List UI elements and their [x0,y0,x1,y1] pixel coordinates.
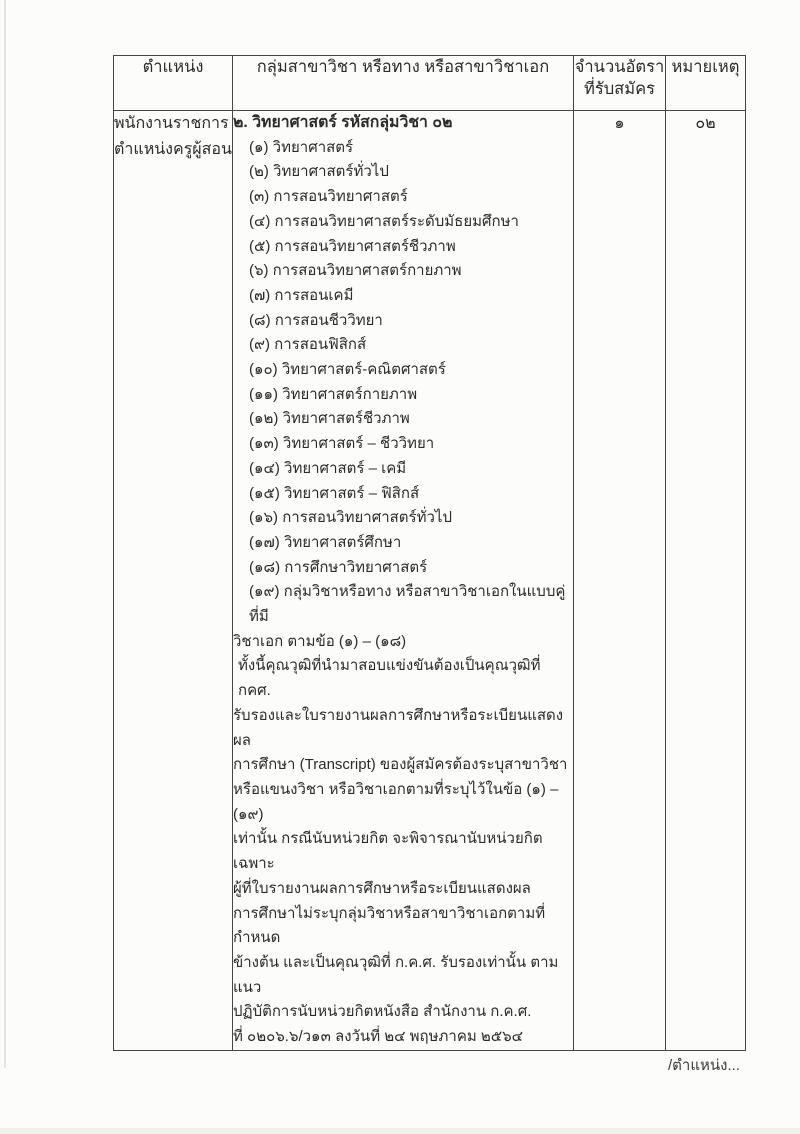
major-item: (๔) การสอนวิทยาศาสตร์ระดับมัธยมศึกษา [249,212,519,230]
table-row [114,111,746,1051]
note-line: ปฏิบัติการนับหน่วยกิตหนังสือ สำนักงาน ก.ค.ศ. [233,1003,532,1021]
major-item-19-line2: วิชาเอก ตามข้อ (๑) – (๑๘) [233,632,407,650]
note-line: เท่านั้น กรณีนับหน่วยกิต จะพิจารณานับหน่วยกิตเฉพาะ [233,830,543,873]
scan-shadow [0,1128,800,1134]
major-item: (๑๕) วิทยาศาสตร์ – ฟิสิกส์ [249,484,420,502]
major-item: (๘) การสอนชีววิทยา [249,311,383,329]
position-line2: ตำแหน่งครูผู้สอน [114,141,232,158]
remark-code-cell: ๐๒ [666,111,746,1051]
col-header-vacancies [574,56,666,111]
header-row [114,56,746,111]
major-item: (๑๐) วิทยาศาสตร์-คณิตศาสตร์ [249,361,446,379]
major-item: (๑๔) วิทยาศาสตร์ – เคมี [249,459,407,477]
major-item: (๙) การสอนฟิสิกส์ [249,336,367,354]
note-line: รับรองและใบรายงานผลการศึกษาหรือระเบียนแสดงผล [233,706,564,749]
col-header-position [114,56,233,111]
major-item: (๑) วิทยาศาสตร์ [249,138,354,156]
vacancy-table [113,55,746,1051]
major-list [233,136,573,581]
col-header-subject-group-label: กลุ่มสาขาวิชา หรือทาง หรือสาขาวิชาเอก [256,58,550,76]
note-line: ผู้ที่ใบรายงานผลการศึกษาหรือระเบียนแสดงผล [233,879,531,897]
major-item: (๑๓) วิทยาศาสตร์ – ชีววิทยา [249,435,435,453]
major-item: (๑๖) การสอนวิทยาศาสตร์ทั่วไป [249,509,452,527]
major-item: (๑๒) วิทยาศาสตร์ชีวภาพ [249,410,410,428]
major-item: (๑๘) การศึกษาวิทยาศาสตร์ [249,558,428,576]
major-item: (๑๗) วิทยาศาสตร์ศึกษา [249,533,402,551]
vacancy-count-cell: ๑ [574,111,666,1051]
continuation-note: /ตำแหน่ง... [668,1057,740,1074]
col-header-vacancies-line2: ที่รับสมัคร [583,80,656,98]
major-item: (๕) การสอนวิทยาศาสตร์ชีวภาพ [249,237,456,255]
major-item: (๖) การสอนวิทยาศาสตร์กายภาพ [249,262,462,280]
position-cell [114,111,233,1051]
note-line: ที่ ๐๒๐๖.๖/ว๑๓ ลงวันที่ ๒๔ พฤษภาคม ๒๕๖๔ [233,1028,524,1046]
major-item: (๓) การสอนวิทยาศาสตร์ [249,188,408,206]
col-header-vacancies-line1: จำนวนอัตรา [574,58,665,76]
col-header-remarks-label: หมายเหตุ [671,58,740,76]
col-header-remarks [666,56,746,111]
group-heading: ๒. วิทยาศาสตร์ รหัสกลุ่มวิชา ๐๒ [233,114,453,131]
major-item: (๑๑) วิทยาศาสตร์กายภาพ [249,385,418,403]
position-line1: พนักงานราชการ [114,115,229,132]
col-header-subject-group [233,56,574,111]
note-line: ทั้งนี้คุณวุฒิที่นำมาสอบแข่งขันต้องเป็นคุณวุฒิที่ กคศ. [238,657,541,700]
qualification-note [233,654,573,1049]
scan-edge-artifact [4,0,6,1068]
col-header-position-label: ตำแหน่ง [142,58,204,76]
note-line: ข้างต้น และเป็นคุณวุฒิที่ ก.ค.ศ. รับรองเท่านั้น ตามแนว [233,953,559,996]
major-item: (๒) วิทยาศาสตร์ทั่วไป [249,163,389,181]
note-line: หรือแขนงวิชา หรือวิชาเอกตามที่ระบุไว้ในข้อ (๑) – (๑๙) [233,780,559,823]
subject-group-cell [233,111,574,1051]
note-line: การศึกษาไม่ระบุกลุ่มวิชาหรือสาขาวิชาเอกตามที่กำหนด [233,904,546,947]
major-item: (๗) การสอนเคมี [249,286,354,304]
major-item-19-line1: (๑๙) กลุ่มวิชาหรือทาง หรือสาขาวิชาเอกในแบบคู่ที่มี [249,583,566,626]
note-line: การศึกษา (Transcript) ของผู้สมัครต้องระบุสาขาวิชา [233,756,568,774]
